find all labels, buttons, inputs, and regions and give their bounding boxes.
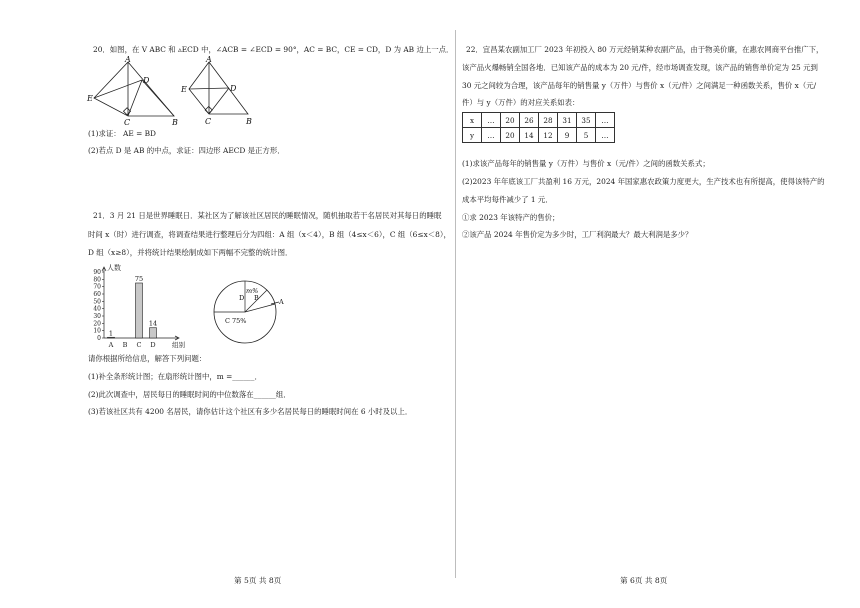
fig1-label-d: D bbox=[143, 76, 150, 85]
y-tick-label: 80 bbox=[93, 276, 101, 284]
table-cell: x bbox=[463, 113, 482, 128]
fig1-label-c: C bbox=[124, 118, 131, 127]
table-cell: 5 bbox=[577, 128, 596, 143]
table-cell: … bbox=[596, 113, 615, 128]
fig2-label-e: E bbox=[181, 85, 187, 94]
bar-chart bbox=[82, 262, 192, 350]
right-footer: 第 6页 共 8页 bbox=[620, 576, 668, 585]
q20-part2: (2)若点 D 是 AB 的中点，求证：四边形 AECD 是正方形． bbox=[88, 146, 285, 155]
table-cell: 9 bbox=[558, 128, 577, 143]
table-row bbox=[463, 128, 615, 143]
xy-table bbox=[462, 112, 615, 143]
fig1-label-b: B bbox=[172, 118, 178, 127]
bar-value-label: 75 bbox=[134, 275, 144, 283]
q21-line3: D 组（x≥8），并将统计结果绘制成如下两幅不完整的统计图． bbox=[88, 248, 293, 257]
table-cell: 14 bbox=[520, 128, 539, 143]
table-cell: 20 bbox=[501, 113, 520, 128]
table-cell: 12 bbox=[539, 128, 558, 143]
q21-part2: (2)此次调查中，居民每日的睡眠时间的中位数落在______组． bbox=[88, 390, 291, 399]
pie-label-b: B bbox=[254, 294, 259, 302]
q20-figures bbox=[86, 56, 286, 128]
fig2-label-d: D bbox=[230, 84, 237, 93]
fig2-label-c: C bbox=[205, 117, 212, 126]
q22-line2: 该产品火爆畅销全国各地．已知该产品的成本为 20 元/件，经市场调查发现，该产品的销售单价定为 25 元到 bbox=[462, 63, 818, 72]
bar-category-label: B bbox=[122, 341, 128, 349]
q22-line4: 件）与 y（万件）的对应关系如表： bbox=[462, 98, 580, 107]
y-tick-label: 10 bbox=[93, 327, 101, 335]
fig2-label-a: A bbox=[206, 56, 212, 64]
q20-stem: 20．如图，在 V ABC 和 ▵ECD 中，∠ACB = ∠ECD = 90°，AC = BC，CE = CD，D 为 AB 边上一点． bbox=[93, 45, 454, 54]
q22-sub2: ②该产品 2024 年售价定为多少时，工厂利润最大？最大利润是多少？ bbox=[462, 230, 693, 239]
q21-part1: (1)补全条形统计图；在扇形统计图中，m =______． bbox=[88, 372, 262, 381]
bar-category-label: A bbox=[108, 341, 114, 349]
table-cell: 20 bbox=[501, 128, 520, 143]
q22-part1: (1)求该产品每年的销售量 y（万件）与售价 x（元/件）之间的函数关系式； bbox=[462, 159, 710, 168]
fig2-label-b: B bbox=[246, 117, 252, 126]
y-tick-label: 0 bbox=[97, 335, 101, 342]
bar-category-label: D bbox=[150, 341, 156, 349]
q21-part3: (3)若该社区共有 4200 名居民，请你估计这个社区有多少名居民每日的睡眠时间在 6 小时及以上． bbox=[88, 407, 413, 416]
fig1-outline bbox=[94, 62, 174, 116]
table-cell: 26 bbox=[520, 113, 539, 128]
table-cell: 31 bbox=[558, 113, 577, 128]
pie-label-m: m% bbox=[246, 287, 259, 295]
table-cell: 35 bbox=[577, 113, 596, 128]
y-tick-label: 50 bbox=[93, 298, 101, 306]
q21-line1: 21．3 月 21 日是世界睡眠日．某社区为了解该社区居民的睡眠情况，随机抽取若干名居民对其每日的睡眠 bbox=[93, 211, 442, 220]
bar-C bbox=[136, 283, 143, 338]
bar-category-label: C bbox=[136, 341, 142, 349]
q21-prompt: 请你根据所给信息，解答下列问题： bbox=[88, 354, 207, 363]
y-tick-label: 90 bbox=[93, 269, 101, 276]
bar-value-label: 1 bbox=[108, 329, 114, 338]
table-cell: … bbox=[482, 128, 501, 143]
q21-line2: 时间 x（时）进行调查，将调查结果进行整理后分为四组：A 组（x＜4），B 组（4≤x＜6），C 组（6≤x＜8）， bbox=[88, 230, 451, 239]
pie-chart bbox=[205, 278, 290, 346]
bar-value-label: 14 bbox=[148, 319, 158, 328]
fig1-label-e: E bbox=[87, 94, 93, 103]
left-footer: 第 5页 共 8页 bbox=[234, 576, 282, 585]
fig1-label-a: A bbox=[125, 56, 131, 64]
page-divider bbox=[455, 30, 456, 578]
table-cell: y bbox=[463, 128, 482, 143]
y-tick-label: 20 bbox=[93, 320, 101, 328]
q22-part2-line1: (2)2023 年年底该工厂共盈利 16 万元，2024 年国家惠农政策力度更大，生产技术也有所提高，使得该特产的 bbox=[462, 177, 825, 186]
bar-ylabel: 人数 bbox=[107, 264, 121, 272]
bar-D bbox=[150, 328, 157, 338]
y-tick-label: 60 bbox=[93, 291, 101, 298]
q22-line1: 22．宜昌某农副加工厂 2023 年初投入 80 万元经销某种农副产品，由于物美价廉，在惠农网商平台推广下， bbox=[466, 45, 824, 54]
y-tick-label: 70 bbox=[93, 283, 101, 291]
table-cell: 28 bbox=[539, 113, 558, 128]
table-cell: … bbox=[482, 113, 501, 128]
q22-line3: 30 元之间较为合理，该产品每年的销售量 y（万件）与售价 x（元/件）之间满足一种函数关系，售价 x（元/ bbox=[462, 81, 817, 90]
pie-label-a: A bbox=[279, 298, 284, 306]
q22-part2-line2: 成本平均每件减少了 1 元． bbox=[462, 195, 553, 204]
pie-label-c: C 75% bbox=[225, 317, 247, 325]
bar-xlabel: 组别 bbox=[172, 341, 185, 349]
q22-sub1: ①求 2023 年该特产的售价； bbox=[462, 213, 560, 222]
q20-part1: (1)求证： AE = BD bbox=[88, 129, 156, 138]
y-tick-label: 40 bbox=[93, 305, 101, 313]
bar-A bbox=[108, 337, 115, 338]
table-row bbox=[463, 113, 615, 128]
y-tick-label: 30 bbox=[93, 313, 101, 320]
table-cell: … bbox=[596, 128, 615, 143]
pie-label-d: D bbox=[239, 294, 245, 302]
